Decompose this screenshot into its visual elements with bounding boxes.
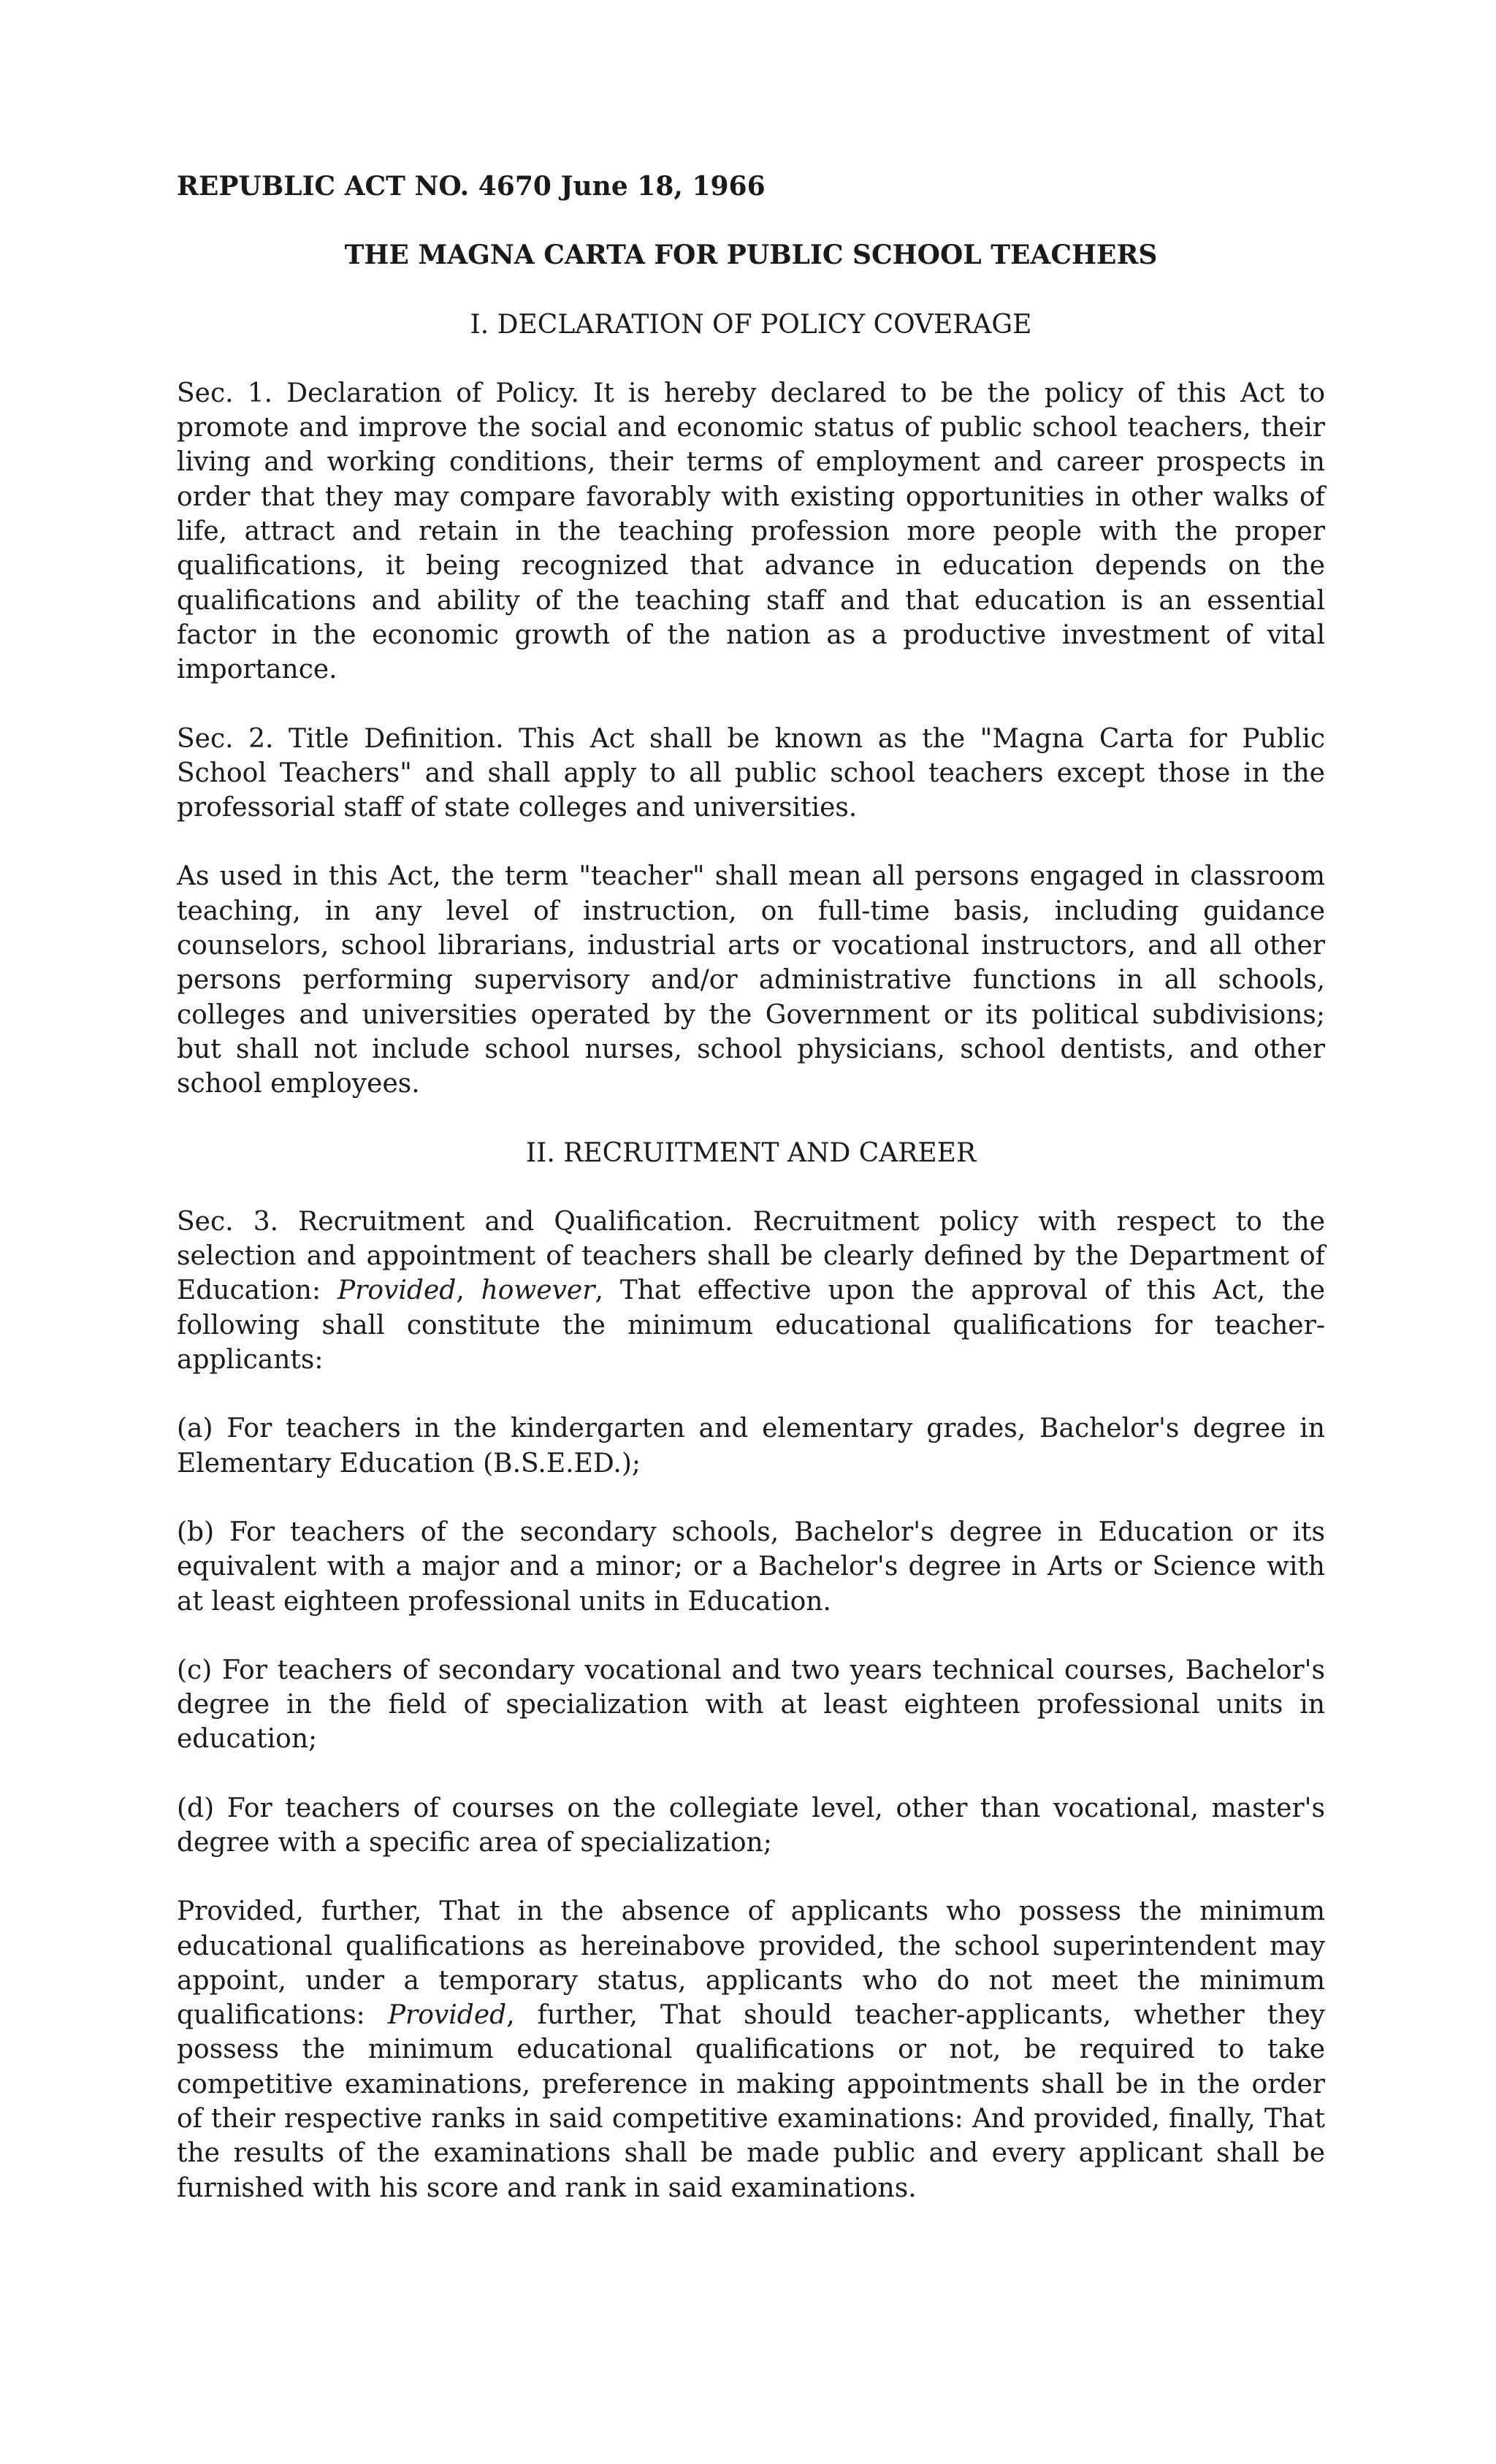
paragraph-sec3 [177,1205,1325,1377]
paragraph-sec1: Sec. 1. Declaration of Policy. It is hereby declared to be the policy of this Act to promote and improve the social and economic status of public school teachers, their living and working conditions, their terms of employment and career prospects in order that they may compare favorably with existing opportunities in other walks of life, attract and retain in the teaching profession more people with the proper qualifications, it being recognized that advance in education depends on the qualifications and ability of the teaching staff and that education is an essential factor in the economic growth of the nation as a productive investment of vital importance. [177,378,1325,685]
paragraph-item-a: (a) For teachers in the kindergarten and elementary grades, Bachelor's degree in Elementary Education (B.S.E.ED.); [177,1414,1325,1479]
paragraph-item-c: (c) For teachers of secondary vocational and two years technical courses, Bachelor's degree in the field of specialization with at least eighteen professional units in education; [177,1655,1325,1755]
sec3-however: however [481,1275,595,1306]
sec3-comma: , [456,1275,481,1306]
proviso-text-a: Provided, further, That in the absence of applicants who possess the minimum educational qualifications as hereinabove provided, the school superintendent may appoint, under a temporary status, applicants who do not meet the minimum qualifications: [177,1896,1325,2031]
paragraph-proviso [177,1894,1325,2205]
section-heading-declaration: I. DECLARATION OF POLICY COVERAGE [470,309,1032,340]
paragraph-item-d: (d) For teachers of courses on the collegiate level, other than vocational, master's degree with a specific area of specialization; [177,1793,1325,1858]
paragraph-item-b: (b) For teachers of the secondary schools, Bachelor's degree in Education or its equivalent with a major and a minor; or a Bachelor's degree in Arts or Science with at least eighteen professional units in Education. [177,1517,1325,1617]
paragraph-sec2: Sec. 2. Title Definition. This Act shall be known as the "Magna Carta for Public School Teachers" and shall apply to all public school teachers except those in the professorial staff of state colleges and universities. [177,723,1325,823]
proviso-provided: Provided [387,2000,507,2031]
proviso-text-b: , further, That should teacher-applicants, whether they possess the minimum educational qualifications or not, be required to take competitive examinations, preference in making appointments shall be in the order of their respective ranks in said competitive examinations: And provided, finally, That the results of the examinations shall be made public and every applicant shall be furnished with his score and rank in said examinations. [177,2000,1326,2203]
paragraph-teacher-definition: As used in this Act, the term "teacher" shall mean all persons engaged in classroom teaching, in any level of instruction, on full-time basis, including guidance counselors, school librarians, industrial arts or vocational instructors, and all other persons performing supervisory and/or administrative functions in all schools, colleges and universities operated by the Government or its political subdivisions; but shall not include school nurses, school physicians, school dentists, and other school employees. [177,861,1325,1099]
document-title: THE MAGNA CARTA FOR PUBLIC SCHOOL TEACHERS [344,240,1158,271]
sec3-text-b: , That effective upon the approval of this Act, the following shall constitute the minimum educational qualifications for teacher-applicants: [177,1275,1326,1376]
section-heading-recruitment: II. RECRUITMENT AND CAREER [525,1137,977,1168]
document-page [177,169,1325,2205]
act-number: REPUBLIC ACT NO. 4670 June 18, 1966 [177,171,766,202]
sec3-text-a: Sec. 3. Recruitment and Qualification. Recruitment policy with respect to the selection and appointment of teachers shall be clearly defined by the Department of Education: [177,1206,1325,1306]
sec3-provided: Provided [337,1275,457,1306]
